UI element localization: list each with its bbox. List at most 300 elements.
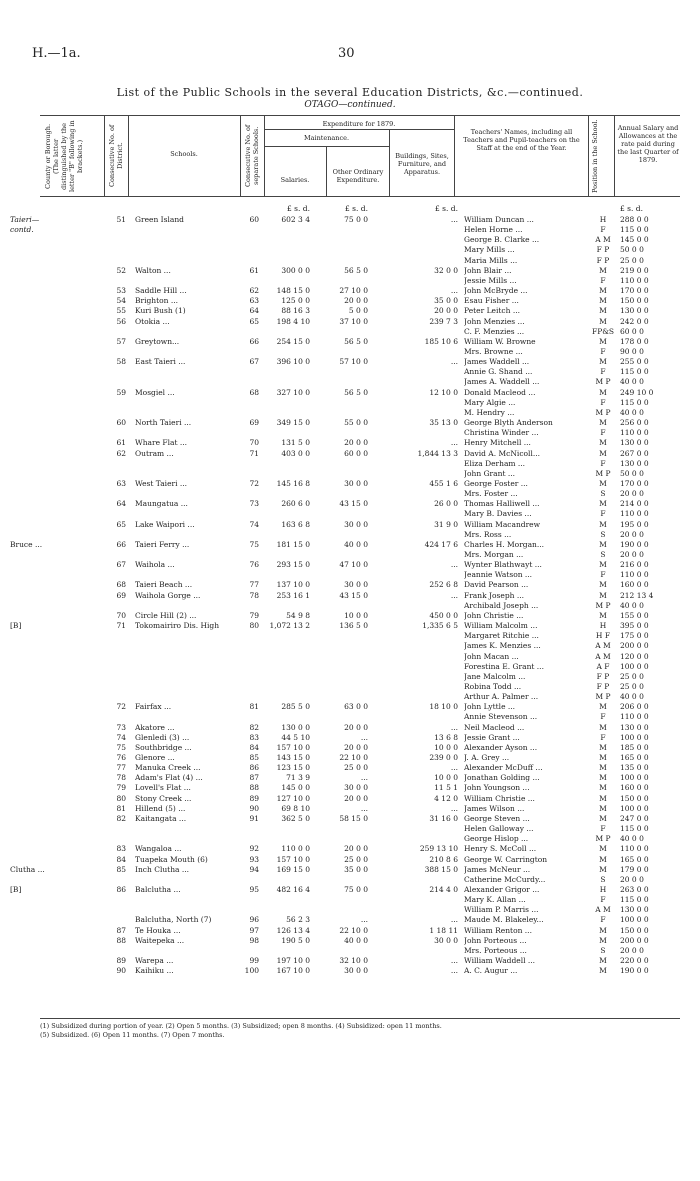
school-name: Kaihiku ... [135,966,174,976]
buildings-amount: 1,335 6 5 [422,621,458,630]
buildings-amount: 455 1 6 [429,478,458,488]
annual-salary-amount: 170 0 0 [620,286,649,296]
other-expenditure-amount: 30 0 0 [344,519,368,529]
buildings-amount: 10 0 0 [434,773,458,783]
table-row [0,520,700,530]
school-name: Whare Flat ... [135,438,188,448]
annual-salary-amount: 25 0 0 [620,671,644,681]
school-name: Balclutha, North (7) [135,915,212,925]
table-row [0,245,700,255]
school-name: Saddle Hill ... [135,286,187,296]
separate-school-number: 95 [249,884,259,894]
page-reference: H.—1a. [32,46,81,61]
annual-salary-amount: 40 0 0 [620,407,644,417]
other-expenditure-amount: ... [360,732,368,742]
teacher-name: James Wilson ... [464,803,525,813]
teacher-name: William Waddell ... [464,956,536,965]
salaries-amount: 327 10 0 [276,387,310,397]
district-number: 65 [116,519,126,529]
school-name: Inch Clutha ... [135,864,190,874]
annual-salary-amount: 165 0 0 [620,854,649,864]
annual-salary-amount: 20 0 0 [620,529,644,539]
position-code: F [600,732,606,742]
separate-school-number: 90 [249,803,259,813]
school-name: Tokomairiro Dis. High [135,621,220,630]
teacher-name: Peter Leitch ... [464,306,520,316]
position-code: H [599,621,607,630]
table-row [0,966,700,976]
school-name: Waihola Gorge ... [135,590,201,600]
table-row [0,631,700,641]
other-expenditure-amount: 40 0 0 [344,935,368,945]
teacher-name: Alexander McDuff ... [464,763,543,773]
salaries-amount: 163 6 8 [281,519,310,529]
school-name: Manuka Creek ... [135,763,201,773]
header-annual-salary: Annual Salary and Allowances at the rate paid during the last Quarter of 1879. [617,124,679,164]
col-divider [326,146,327,197]
separate-school-number: 79 [249,610,259,620]
separate-school-number: 80 [249,621,259,630]
table-row [0,449,700,459]
separate-school-number: 77 [249,580,259,590]
salaries-amount: 181 15 0 [276,539,310,549]
teacher-name: Maude M. Blakeley... [464,915,544,925]
school-name: Greytown... [135,336,180,346]
teacher-name: Maria Mills ... [464,255,518,265]
school-name: Taieri Beach ... [135,580,193,590]
position-code: M [599,316,607,326]
position-code: F [600,428,606,438]
table-row [0,936,700,946]
table-row [0,611,700,621]
header-schools: Schools. [170,150,198,158]
annual-salary-amount: 40 0 0 [620,834,644,844]
separate-school-number: 78 [249,590,259,600]
salaries-amount: 145 16 8 [276,478,310,488]
teacher-name: Jeannie Watson ... [464,570,533,580]
teacher-name: Donald Macleod ... [464,387,536,397]
salaries-amount: 137 10 0 [276,580,310,590]
annual-salary-amount: 40 0 0 [620,377,644,387]
salaries-amount: 127 10 0 [276,793,310,803]
table-row [0,499,700,509]
district-number: 74 [116,732,126,742]
header-county: County or Borough. (The latter distinguished by the letter "B" following in brackets.) [44,120,84,192]
annual-salary-amount: 20 0 0 [620,489,644,499]
position-code: M [599,306,607,316]
table-row [0,743,700,753]
other-expenditure-amount: 56 5 0 [344,336,368,346]
salaries-amount: 123 15 0 [276,763,310,773]
annual-salary-amount: 40 0 0 [620,600,644,610]
table-row [0,783,700,793]
teacher-name: Jane Malcolm ... [464,671,526,681]
teacher-name: Mary Algie ... [464,397,516,407]
salaries-amount: 362 5 0 [281,813,310,823]
header-bottom-rule [40,196,680,197]
position-code: F [600,570,606,580]
annual-salary-amount: 165 0 0 [620,753,649,762]
separate-school-number: 64 [249,306,259,316]
salaries-amount: 254 15 0 [276,336,310,346]
position-code: M [599,296,607,306]
salaries-amount: 110 0 0 [281,844,310,854]
teacher-name: Esau Fisher ... [464,296,519,306]
district-number: 87 [116,925,126,935]
position-code: M [599,803,607,813]
district-number: 55 [116,306,126,316]
table-row [0,276,700,286]
position-code: FP&S [592,326,615,336]
position-code: M [599,499,607,509]
teacher-name: John Youngson ... [464,783,530,793]
annual-salary-amount: 160 0 0 [620,783,649,793]
annual-salary-amount: 110 0 0 [620,570,649,580]
separate-school-number: 96 [249,915,259,925]
annual-salary-amount: 255 0 0 [620,357,649,367]
expenditure-rule [264,129,454,130]
header-other-expenditure: Other Ordinary Expenditure. [332,168,384,184]
teacher-name: Frank Joseph ... [464,590,524,600]
teacher-name: Henry Mitchell ... [464,438,531,448]
units-buildings: £ s. d. [435,204,458,213]
position-code: H [599,884,607,894]
table-row [0,225,700,235]
table-row [0,824,700,834]
salaries-amount: 403 0 0 [281,448,310,458]
teacher-name: James Waddell ... [464,357,530,367]
position-code: A M [595,235,611,245]
salaries-amount: 88 16 3 [281,306,310,316]
table-row [0,773,700,783]
table-row [0,641,700,651]
separate-school-number: 74 [249,519,259,529]
county-cell: [B] [10,621,22,630]
annual-salary-amount: 150 0 0 [620,793,649,803]
school-name: Lake Waipori ... [135,519,195,529]
money-units-row [0,204,700,214]
school-name: Adam's Flat (4) ... [135,773,203,783]
district-number: 69 [116,590,126,600]
table-row [0,408,700,418]
position-code: M [599,935,607,945]
annual-salary-amount: 395 0 0 [620,621,649,630]
footnote-line-1: (1) Subsidized during portion of year. (2) Open 5 months. (3) Subsidized; open 8 months. (4) Subsidized: open 11 months. [40,1022,442,1030]
teacher-name: William Malcolm ... [464,621,538,630]
annual-salary-amount: 115 0 0 [620,895,649,905]
district-number: 90 [116,966,126,976]
col-divider [614,115,615,197]
footnote-line-2: (5) Subsidized. (6) Open 11 months. (7) Open 7 months. [40,1031,225,1039]
teacher-name: A. C. Augur ... [464,966,518,976]
teacher-name: Jessie Mills ... [464,275,517,285]
salaries-amount: 71 3 9 [286,773,310,783]
teacher-name: Charles H. Morgan... [464,539,545,549]
other-expenditure-amount: 63 0 0 [344,702,368,712]
district-number: 73 [116,722,126,732]
annual-salary-amount: 115 0 0 [620,824,649,833]
school-name: Taieri Ferry ... [135,539,190,549]
teacher-name: Helen Galloway ... [464,824,534,833]
other-expenditure-amount: 10 0 0 [344,610,368,620]
school-name: Fairfax ... [135,702,172,712]
table-row [0,570,700,580]
separate-school-number: 76 [249,560,259,570]
table-row [0,306,700,316]
page-number: 30 [338,46,355,61]
annual-salary-amount: 110 0 0 [620,428,649,438]
position-code: M [599,864,607,874]
annual-salary-amount: 219 0 0 [620,265,649,275]
separate-school-number: 70 [249,438,259,448]
annual-salary-amount: 212 13 4 [620,590,654,600]
position-code: M [599,844,607,854]
salaries-amount: 54 9 8 [286,610,310,620]
school-name: Southbridge ... [135,742,192,752]
other-expenditure-amount: 56 5 0 [344,265,368,275]
annual-salary-amount: 50 0 0 [620,468,644,478]
teacher-name: James A. Waddell ... [464,377,540,387]
position-code: F [600,915,606,925]
district-number: 79 [116,783,126,793]
table-bottom-rule [40,1018,680,1019]
salaries-amount: 169 15 0 [276,864,310,874]
position-code: F [600,509,606,519]
table-row [0,428,700,438]
other-expenditure-amount: 32 10 0 [339,956,368,965]
col-divider [389,129,390,197]
buildings-amount: 1 18 11 [429,925,458,935]
table-row [0,723,700,733]
salaries-amount: 197 10 0 [276,956,310,965]
school-name: Tuapeka Mouth (6) [135,854,208,864]
other-expenditure-amount: ... [360,915,368,925]
separate-school-number: 89 [249,793,259,803]
buildings-amount: ... [450,286,458,296]
salaries-amount: 126 13 4 [276,925,310,935]
school-name: Kuri Bush (1) [135,306,186,316]
table-row [0,652,700,662]
table-row [0,844,700,854]
table-row [0,530,700,540]
position-code: M [599,448,607,458]
other-expenditure-amount: 75 0 0 [344,215,368,224]
other-expenditure-amount: 35 0 0 [344,864,368,874]
position-code: A M [595,905,611,915]
buildings-amount: 30 0 0 [434,935,458,945]
position-code: M [599,357,607,367]
table-row [0,915,700,925]
salaries-amount: 349 15 0 [276,418,310,427]
teacher-name: James McNeur ... [464,864,531,874]
table-row [0,865,700,875]
table-row [0,388,700,398]
teacher-name: David Pearson ... [464,580,529,590]
teacher-name: Catherine McCurdy... [464,874,546,884]
table-row [0,814,700,824]
annual-salary-amount: 100 0 0 [620,773,649,783]
position-code: F [600,347,606,356]
other-expenditure-amount: 136 5 0 [339,621,368,630]
annual-salary-amount: 179 0 0 [620,864,649,874]
school-name: Circle Hill (2) ... [135,610,197,620]
teacher-name: Jonathan Golding ... [464,773,540,783]
buildings-amount: ... [450,438,458,448]
buildings-amount: ... [450,722,458,732]
school-name: East Taieri ... [135,357,186,367]
table-row [0,591,700,601]
teacher-name: Annie G. Shand ... [464,367,533,377]
school-name: Hillend (5) ... [135,803,186,813]
salaries-amount: 396 10 0 [276,357,310,367]
other-expenditure-amount: 30 0 0 [344,580,368,590]
table-row [0,235,700,245]
separate-school-number: 71 [249,448,259,458]
school-name: Mosgiel ... [135,387,175,397]
buildings-amount: 424 17 6 [424,539,458,549]
table-row [0,256,700,266]
annual-salary-amount: 178 0 0 [620,336,649,346]
county-cell: contd. [10,225,34,235]
teacher-name: George Foster ... [464,478,528,488]
buildings-amount: ... [450,560,458,570]
position-code: S [600,489,606,499]
district-number: 59 [116,387,126,397]
other-expenditure-amount: 30 0 0 [344,783,368,793]
position-code: M [599,438,607,448]
salaries-amount: 602 3 4 [281,215,310,224]
table-row [0,662,700,672]
table-row [0,215,700,225]
table-row [0,855,700,865]
buildings-amount: 11 5 1 [434,783,458,793]
annual-salary-amount: 100 0 0 [620,732,649,742]
position-code: H F [595,631,611,641]
annual-salary-amount: 25 0 0 [620,255,644,265]
teacher-name: Thomas Halliwell ... [464,499,540,509]
annual-salary-amount: 263 0 0 [620,884,649,894]
school-name: Warepa ... [135,956,174,965]
position-code: S [600,529,606,539]
table-row [0,580,700,590]
other-expenditure-amount: 25 0 0 [344,763,368,773]
school-name: Lovell's Flat ... [135,783,191,793]
teacher-name: William Renton ... [464,925,532,935]
school-name: Kaitangata ... [135,813,187,823]
buildings-amount: 450 0 0 [429,610,458,620]
col-divider [128,115,129,197]
separate-school-number: 63 [249,296,259,306]
district-number: 82 [116,813,126,823]
salaries-amount: 157 10 0 [276,742,310,752]
buildings-amount: 13 6 8 [434,732,458,742]
buildings-amount: 388 15 0 [424,864,458,874]
annual-salary-amount: 100 0 0 [620,661,649,671]
annual-salary-amount: 185 0 0 [620,742,649,752]
position-code: F [600,397,606,407]
position-code: S [600,945,606,955]
district-number: 76 [116,753,126,762]
annual-salary-amount: 100 0 0 [620,803,649,813]
separate-school-number: 87 [249,773,259,783]
separate-school-number: 99 [249,956,259,965]
district-number: 67 [116,560,126,570]
position-code: F [600,225,606,235]
header-district-no: Consecutive No. of District. [108,124,124,188]
units-salaries: £ s. d. [287,204,310,213]
position-code: F P [596,255,610,265]
position-code: S [600,874,606,884]
salaries-amount: 253 16 1 [276,590,310,600]
separate-school-number: 81 [249,702,259,712]
position-code: M [599,763,607,773]
teacher-name: John McBryde ... [464,286,528,296]
district-number: 63 [116,478,126,488]
header-separate-no: Consecutive No. of separate Schools. [244,124,260,188]
position-code: F [600,458,606,468]
buildings-amount: 1,844 13 3 [417,448,458,458]
table-row [0,550,700,560]
separate-school-number: 97 [249,925,259,935]
salaries-amount: 148 15 0 [276,286,310,296]
district-number: 78 [116,773,126,783]
position-code: H [599,215,607,224]
salaries-amount: 285 5 0 [281,702,310,712]
position-code: F P [596,245,610,255]
separate-school-number: 98 [249,935,259,945]
table-row [0,885,700,895]
table-row [0,672,700,682]
table-row [0,327,700,337]
teacher-name: Robina Todd ... [464,681,522,691]
district-number: 83 [116,844,126,854]
table-row [0,418,700,428]
position-code: M P [595,600,611,610]
school-name: Waitepeka ... [135,935,185,945]
table-row [0,895,700,905]
header-position: Position in the School. [591,119,599,193]
table-row [0,601,700,611]
annual-salary-amount: 115 0 0 [620,367,649,377]
salaries-amount: 260 6 0 [281,499,310,509]
teacher-name: David A. McNicoll... [464,448,540,458]
annual-salary-amount: 50 0 0 [620,245,644,255]
table-row [0,509,700,519]
table-row [0,702,700,712]
school-name: Outram ... [135,448,174,458]
county-cell: Bruce ... [10,539,43,549]
district-number: 51 [116,215,126,224]
teacher-name: Mrs. Foster ... [464,489,518,499]
table-row [0,733,700,743]
salaries-amount: 157 10 0 [276,854,310,864]
school-name: Green Island [135,215,184,224]
separate-school-number: 73 [249,499,259,509]
separate-school-number: 84 [249,742,259,752]
district-number: 61 [116,438,126,448]
other-expenditure-amount: 5 0 0 [348,306,368,316]
district-number: 57 [116,336,126,346]
other-expenditure-amount: 60 0 0 [344,448,368,458]
school-name: West Taieri ... [135,478,188,488]
annual-salary-amount: 206 0 0 [620,702,649,712]
annual-salary-amount: 90 0 0 [620,347,644,356]
buildings-amount: 10 0 0 [434,742,458,752]
position-code: M [599,722,607,732]
district-number: 71 [116,621,126,630]
district-number: 53 [116,286,126,296]
teacher-name: M. Hendry ... [464,407,515,417]
